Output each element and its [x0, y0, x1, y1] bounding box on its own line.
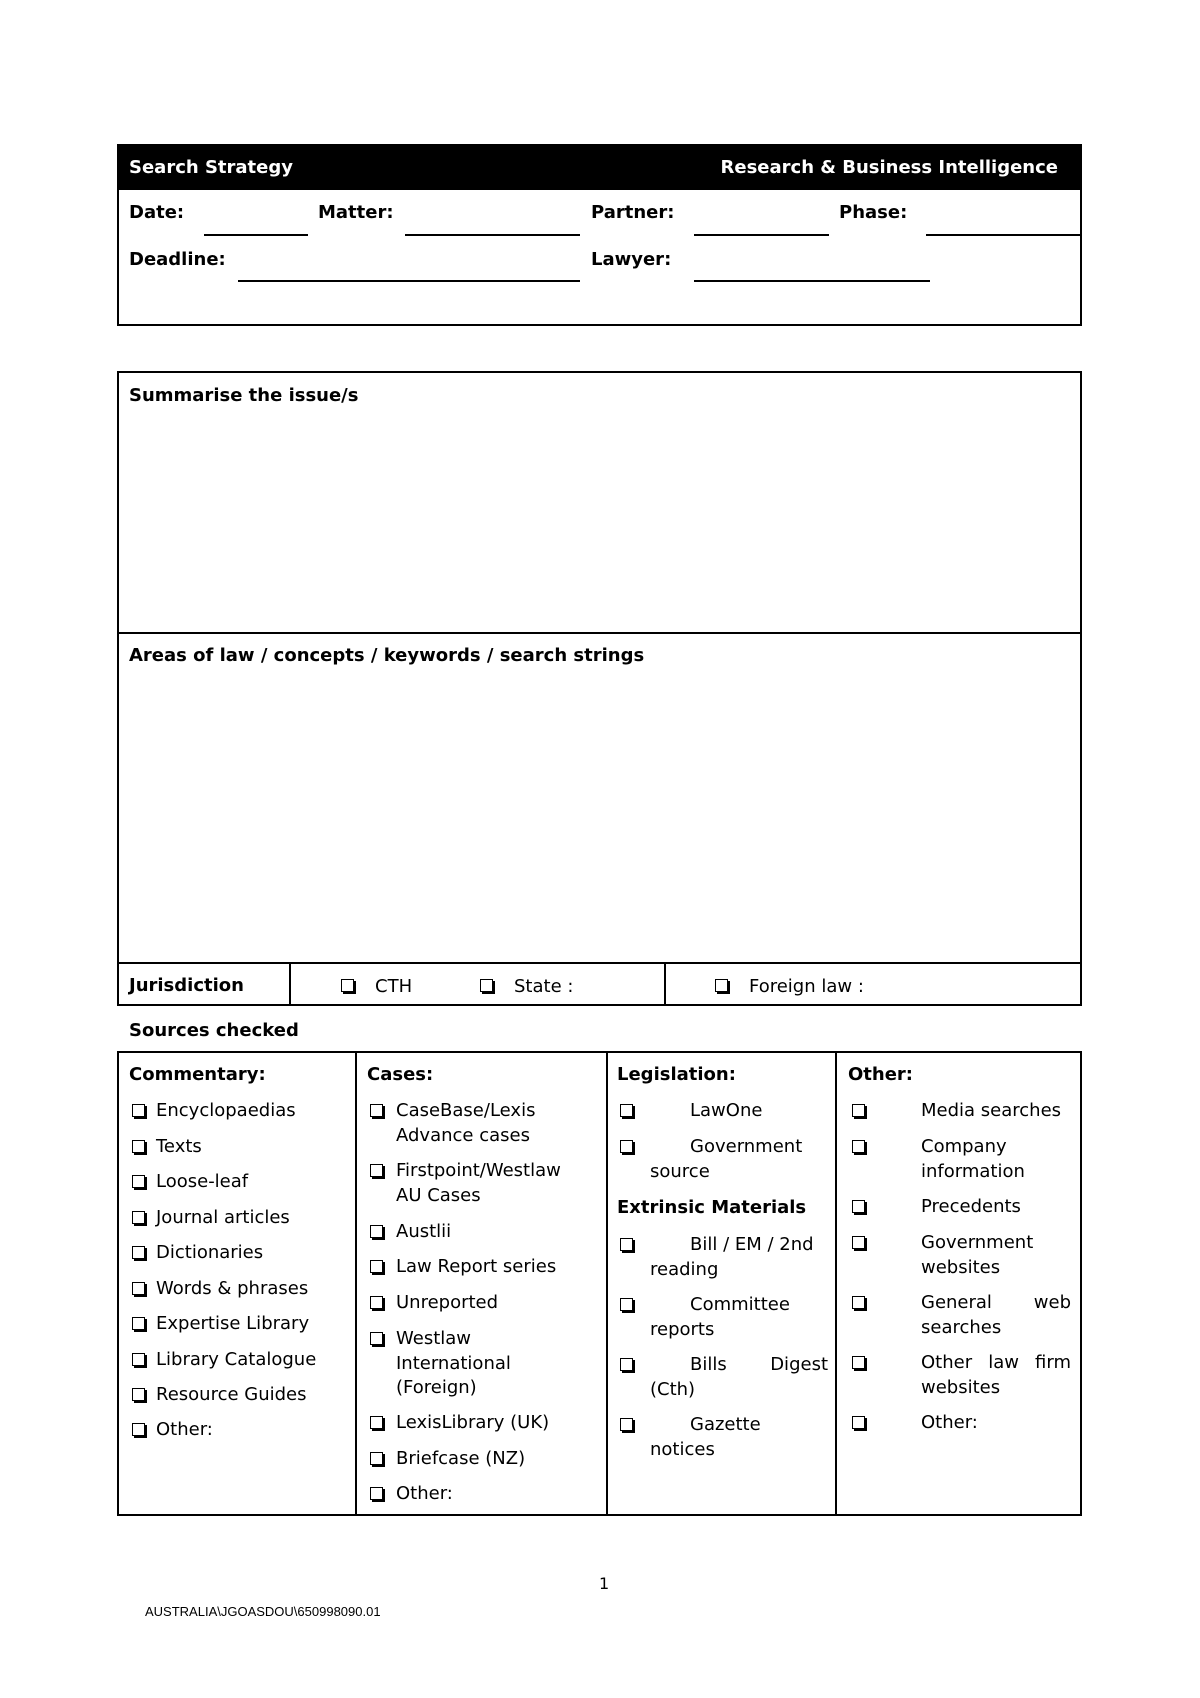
matter-field[interactable] — [405, 234, 580, 236]
list-item: Government — [921, 1232, 1034, 1253]
list-item: Words & phrases — [156, 1278, 309, 1299]
checkbox[interactable] — [370, 1332, 383, 1345]
extrinsic-title: Extrinsic Materials — [617, 1197, 807, 1218]
divider — [289, 962, 291, 1006]
list-item: Other: — [156, 1419, 213, 1440]
list-item: CaseBase/Lexis — [396, 1100, 536, 1121]
list-item: (Foreign) — [396, 1377, 477, 1398]
areas-textarea[interactable] — [120, 672, 1078, 960]
checkbox[interactable] — [132, 1211, 145, 1224]
phase-field[interactable] — [926, 234, 1082, 236]
checkbox[interactable] — [852, 1200, 865, 1213]
checkbox[interactable] — [370, 1452, 383, 1465]
checkbox-state[interactable] — [480, 979, 493, 992]
partner-label: Partner: — [591, 202, 675, 223]
list-item: Westlaw — [396, 1328, 472, 1349]
list-item: General web — [921, 1292, 1071, 1313]
list-item: websites — [921, 1377, 1001, 1398]
checkbox[interactable] — [132, 1140, 145, 1153]
deadline-field[interactable] — [238, 280, 580, 282]
divider — [117, 962, 1082, 964]
checkbox[interactable] — [620, 1140, 633, 1153]
checkbox[interactable] — [852, 1356, 865, 1369]
list-item: LawOne — [690, 1100, 763, 1121]
lawyer-label: Lawyer: — [591, 249, 672, 270]
checkbox[interactable] — [620, 1298, 633, 1311]
list-item: source — [650, 1161, 710, 1182]
checkbox[interactable] — [132, 1388, 145, 1401]
list-item: Library Catalogue — [156, 1349, 317, 1370]
list-item: reading — [650, 1259, 719, 1280]
checkbox[interactable] — [852, 1236, 865, 1249]
list-item: AU Cases — [396, 1185, 481, 1206]
checkbox[interactable] — [370, 1296, 383, 1309]
list-item: Unreported — [396, 1292, 499, 1313]
list-item: Encyclopaedias — [156, 1100, 296, 1121]
checkbox[interactable] — [370, 1260, 383, 1273]
issue-textarea[interactable] — [120, 400, 1078, 628]
list-item: Gazette — [690, 1414, 761, 1435]
checkbox[interactable] — [852, 1140, 865, 1153]
checkbox-foreign-law[interactable] — [715, 979, 728, 992]
checkbox[interactable] — [132, 1282, 145, 1295]
checkbox[interactable] — [852, 1104, 865, 1117]
date-label: Date: — [129, 202, 185, 223]
checkbox[interactable] — [370, 1225, 383, 1238]
checkbox[interactable] — [132, 1175, 145, 1188]
lawyer-field[interactable] — [694, 280, 930, 282]
form-title: Search Strategy — [129, 157, 293, 178]
checkbox[interactable] — [132, 1423, 145, 1436]
jurisdiction-option: Foreign law : — [749, 976, 864, 997]
list-item: Journal articles — [156, 1207, 290, 1228]
legislation-title: Legislation: — [617, 1064, 736, 1085]
list-item: LexisLibrary (UK) — [396, 1412, 550, 1433]
list-item: Texts — [156, 1136, 202, 1157]
checkbox[interactable] — [370, 1487, 383, 1500]
list-item: Austlii — [396, 1221, 452, 1242]
list-item: International — [396, 1353, 511, 1374]
partner-field[interactable] — [694, 234, 829, 236]
list-item: Bills Digest — [690, 1354, 828, 1375]
matter-label: Matter: — [318, 202, 394, 223]
checkbox[interactable] — [370, 1416, 383, 1429]
list-item: Advance cases — [396, 1125, 530, 1146]
checkbox[interactable] — [370, 1104, 383, 1117]
list-item: reports — [650, 1319, 715, 1340]
list-item: Law Report series — [396, 1256, 557, 1277]
commentary-title: Commentary: — [129, 1064, 266, 1085]
date-field[interactable] — [204, 234, 308, 236]
checkbox[interactable] — [620, 1358, 633, 1371]
list-item: searches — [921, 1317, 1002, 1338]
checkbox[interactable] — [132, 1353, 145, 1366]
deadline-label: Deadline: — [129, 249, 226, 270]
checkbox[interactable] — [620, 1418, 633, 1431]
checkbox[interactable] — [620, 1104, 633, 1117]
checkbox[interactable] — [852, 1296, 865, 1309]
list-item: Loose-leaf — [156, 1171, 249, 1192]
list-item: Dictionaries — [156, 1242, 264, 1263]
list-item: information — [921, 1161, 1025, 1182]
header-bar — [117, 144, 1082, 190]
list-item: Precedents — [921, 1196, 1021, 1217]
jurisdiction-option: CTH — [375, 976, 413, 997]
list-item: Company — [921, 1136, 1007, 1157]
document-reference: AUSTRALIA\JGOASDOU\650998090.01 — [145, 1604, 381, 1619]
other-title: Other: — [848, 1064, 914, 1085]
issue-label: Summarise the issue/s — [129, 385, 359, 406]
checkbox[interactable] — [132, 1104, 145, 1117]
list-item: Government — [690, 1136, 803, 1157]
checkbox[interactable] — [620, 1238, 633, 1251]
checkbox[interactable] — [132, 1246, 145, 1259]
list-item: Resource Guides — [156, 1384, 307, 1405]
jurisdiction-label: Jurisdiction — [129, 975, 244, 996]
jurisdiction-option: State : — [514, 976, 574, 997]
list-item: Other: — [921, 1412, 978, 1433]
list-item: Committee — [690, 1294, 790, 1315]
sources-heading: Sources checked — [129, 1020, 299, 1041]
checkbox[interactable] — [132, 1317, 145, 1330]
divider — [606, 1051, 608, 1516]
list-item: notices — [650, 1439, 715, 1460]
areas-label: Areas of law / concepts / keywords / search strings — [129, 645, 645, 666]
department-name: Research & Business Intelligence — [720, 157, 1058, 178]
checkbox[interactable] — [370, 1164, 383, 1177]
divider — [835, 1051, 837, 1516]
checkbox[interactable] — [852, 1416, 865, 1429]
list-item: Media searches — [921, 1100, 1062, 1121]
list-item: Expertise Library — [156, 1313, 310, 1334]
divider — [664, 962, 666, 1006]
phase-label: Phase: — [839, 202, 908, 223]
divider — [355, 1051, 357, 1516]
cases-title: Cases: — [367, 1064, 434, 1085]
list-item: (Cth) — [650, 1379, 696, 1400]
list-item: Firstpoint/Westlaw — [396, 1160, 561, 1181]
list-item: Briefcase (NZ) — [396, 1448, 526, 1469]
list-item: websites — [921, 1257, 1001, 1278]
divider — [117, 632, 1082, 634]
list-item: Other law firm — [921, 1352, 1071, 1373]
list-item: Bill / EM / 2nd — [690, 1234, 814, 1255]
checkbox-cth[interactable] — [341, 979, 354, 992]
list-item: Other: — [396, 1483, 453, 1504]
page-number: 1 — [599, 1574, 610, 1593]
